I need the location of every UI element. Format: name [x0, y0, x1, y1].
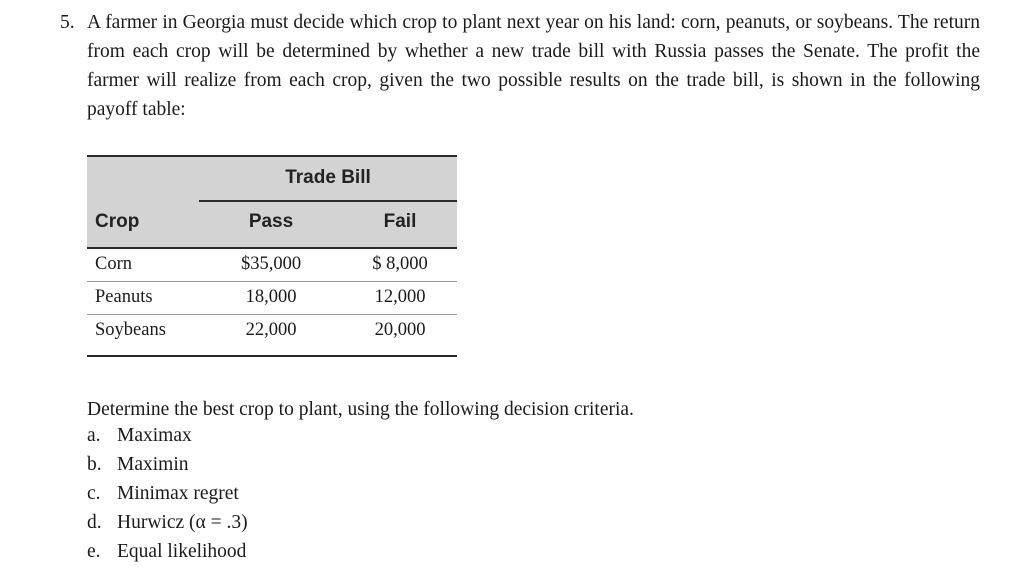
table-row — [87, 282, 457, 315]
choice-letter: d. — [87, 512, 102, 533]
column-header-pass: Pass — [248, 211, 294, 232]
cell-fail: 20,000 — [374, 320, 426, 340]
choice-letter: a. — [87, 425, 101, 446]
payoff-table — [87, 155, 457, 357]
cell-crop: Soybeans — [95, 320, 166, 340]
choice-text: Minimax regret — [117, 483, 239, 504]
problem-number: 5. — [60, 12, 75, 33]
list-item — [87, 508, 248, 537]
choice-text: Hurwicz (α = .3) — [117, 512, 248, 533]
problem-statement — [60, 8, 980, 124]
column-header-fail: Fail — [383, 211, 417, 232]
choice-text: Equal likelihood — [117, 541, 247, 562]
group-header-rule — [199, 200, 457, 202]
cell-fail: 12,000 — [374, 287, 426, 307]
cell-crop: Peanuts — [95, 287, 153, 307]
list-item — [87, 479, 248, 508]
list-item — [87, 421, 248, 450]
table-row — [87, 315, 457, 348]
group-header-trade-bill: Trade Bill — [285, 167, 371, 188]
choice-text: Maximin — [117, 454, 189, 475]
cell-pass: 22,000 — [245, 320, 297, 340]
choice-letter: b. — [87, 454, 102, 475]
choice-letter: e. — [87, 541, 101, 562]
column-header-crop: Crop — [95, 211, 140, 232]
cell-pass: 18,000 — [245, 287, 297, 307]
table-bottom-rule — [87, 355, 457, 357]
question-text: Determine the best crop to plant, using the following decision criteria. — [87, 399, 634, 420]
cell-crop: Corn — [95, 254, 132, 274]
list-item — [87, 537, 248, 566]
criteria-list — [87, 421, 248, 566]
list-item — [87, 450, 248, 479]
choice-text: Maximax — [117, 425, 192, 446]
problem-text: A farmer in Georgia must decide which crop to plant next year on his land: corn, peanuts, or soybeans. The return from each crop will be determined by whether a new trade bill with Russia passes the Senate. The profit the farmer will realize from each crop, given the two possible results on the trade bill, is shown in the following payoff table: — [87, 12, 980, 120]
table-row — [87, 249, 457, 282]
cell-pass: $35,000 — [240, 254, 302, 274]
cell-fail: $ 8,000 — [372, 254, 428, 274]
choice-letter: c. — [87, 483, 101, 504]
